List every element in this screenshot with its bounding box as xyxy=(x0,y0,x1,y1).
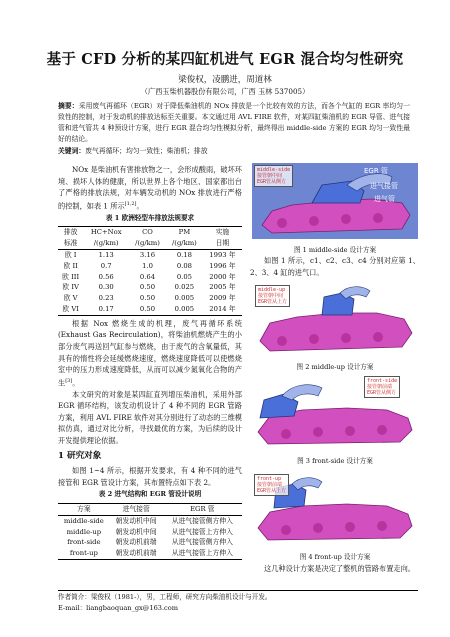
intro-end: 。 xyxy=(136,201,144,211)
table-cell: 欧 II xyxy=(63,261,78,270)
table-row xyxy=(58,527,242,538)
figure-3 xyxy=(252,374,418,450)
figure-3-annotation: front-side 接管朝前端 EGR管从侧方 xyxy=(364,376,400,398)
table-cell: 朝发动机前端 xyxy=(110,548,163,559)
figure-1-inlet-label: 进气接管 xyxy=(370,182,398,190)
table-header-cell: CO xyxy=(129,227,166,238)
table-header-cell: 实施 xyxy=(203,227,242,238)
table-cell: 从进气接管侧方伸入 xyxy=(171,538,233,547)
emission-table xyxy=(58,226,242,315)
figure-1-annotation: middle-side 接管朝中间 EGR管从侧方 xyxy=(254,165,293,187)
table-cell: middle-side xyxy=(63,516,104,525)
table-cell: 朝发动机前端 xyxy=(115,538,157,547)
figure-4-caption: 图 4 front-up 设计方案 xyxy=(299,553,371,561)
table-cell: 0.7 xyxy=(100,261,112,270)
table-header-cell: 方案 xyxy=(58,504,110,516)
keywords xyxy=(58,146,410,156)
table-header-cell: HC+Nox xyxy=(83,227,129,238)
keywords-text: 废气再循环；均匀一致性；柴油机；排放 xyxy=(85,147,208,155)
table-cell: 欧 V xyxy=(63,294,78,303)
table-row xyxy=(58,282,242,293)
section-1-heading: 1 研究对象 xyxy=(58,450,102,461)
table-cell: 欧 III xyxy=(62,272,80,281)
keywords-label: 关键词： xyxy=(58,147,86,155)
table-cell: 0.08 xyxy=(176,261,192,270)
figure-1-caption: 图 1 middle-side 设计方案 xyxy=(293,246,377,254)
table-row xyxy=(58,261,242,272)
footnote xyxy=(58,590,418,613)
figure-4-annotation: front-up 接管朝前端 EGR管从上方 xyxy=(254,474,289,496)
table-cell: 从进气接管上方伸入 xyxy=(163,548,242,559)
table-cell: 2014 年 xyxy=(203,304,242,315)
abstract-label: 摘要： xyxy=(58,102,79,110)
table-cell: 0.50 xyxy=(139,283,156,292)
table-cell: 2000 年 xyxy=(209,272,236,281)
egr-ref: [3] xyxy=(65,377,73,384)
table-cell: 0.005 xyxy=(174,294,195,303)
table-cell: 0.005 xyxy=(166,304,203,315)
table-cell: 欧 I xyxy=(64,250,77,259)
table-cell: middle-up xyxy=(66,527,102,536)
table-cell: 0.17 xyxy=(83,304,129,315)
figure-1-description xyxy=(250,255,420,278)
paper-title: 基于 CFD 分析的某四缸机进气 EGR 混合均匀性研究 xyxy=(46,51,404,68)
table-cell: 0.64 xyxy=(139,272,156,281)
figure-4 xyxy=(252,472,418,546)
figure-1 xyxy=(252,163,418,239)
table-cell: 0.23 xyxy=(98,294,114,303)
table-row xyxy=(58,537,242,548)
left-column xyxy=(58,164,242,560)
table-cell: front-side xyxy=(67,538,101,547)
figure-2 xyxy=(252,283,418,357)
egr-text: 根据 Nox 燃烧生成的机理，废气再循环系统(Exhaust Gas Recirculation)，将柴油机燃烧产生的小部分废气再送回气缸参与燃烧，由于废气的含氧量低，其具有的惰性将会延缓燃烧速度，燃烧速度降低可以使燃烧室中的压力形成速度降低，从而可以减少氮氧化合物的产生 xyxy=(58,318,242,388)
table-header-cell: /(g/km) xyxy=(129,238,166,249)
table-cell: 2005 年 xyxy=(209,283,236,292)
table-row xyxy=(58,249,242,260)
egr-paragraph xyxy=(58,318,242,389)
table-row xyxy=(58,304,242,315)
table-cell: 0.05 xyxy=(176,272,192,281)
scheme-table xyxy=(58,503,242,560)
egr-end: 。 xyxy=(72,378,80,388)
table-header-cell: PM xyxy=(166,227,203,238)
table-cell: 3.16 xyxy=(139,250,156,259)
table-cell: 0.30 xyxy=(98,283,114,292)
table-cell: 0.18 xyxy=(176,250,192,259)
table-cell: 欧 IV xyxy=(62,283,79,292)
table-header-cell: 排放 xyxy=(58,227,83,238)
table-row xyxy=(58,548,242,559)
figure-2-caption: 图 2 middle-up 设计方案 xyxy=(296,363,374,371)
table-header-cell: /(g/km) xyxy=(83,238,129,249)
abstract xyxy=(58,101,410,145)
table-header-cell: 标准 xyxy=(58,238,83,249)
scheme-paragraph: 如图 1~4 所示，根据开发要求，有 4 种不同的进气接管和 EGR 管设计方案，其布置特点如下表 2。 xyxy=(58,466,242,487)
figure-1-manifold-label: 进气管 xyxy=(374,195,395,203)
table-cell: 1996 年 xyxy=(209,261,236,270)
figure-4-description xyxy=(250,563,420,575)
author-bio: 作者简介：梁俊权（1981-），男，工程师，研究方向柴油机设计与开发。 xyxy=(58,593,272,601)
table-cell: 欧 VI xyxy=(58,304,83,315)
table-cell: 0.50 xyxy=(139,294,156,303)
paper-affiliation: （广西玉柴机器股份有限公司，广西 玉林 537005） xyxy=(140,87,310,96)
figure-2-annotation: middle-up 接管朝中间 EGR管从上方 xyxy=(255,285,290,307)
table-cell: 0.50 xyxy=(129,304,166,315)
table-cell: 1.13 xyxy=(98,250,114,259)
table-row xyxy=(58,515,242,526)
table-cell: 1993 年 xyxy=(209,250,236,259)
table-cell: 0.025 xyxy=(174,283,195,292)
figure-1-text: 如图 1 所示，c1、c2、c3、c4 分别对应第 1、2、3、4 缸的进气口。 xyxy=(250,256,420,277)
figure-1-egr-label: EGR 管 xyxy=(364,167,388,175)
abstract-text: 采用废气再循环（EGR）对于降低柴油机的 NOx 排放是一个比较有效的方法，而各个气缸的 EGR 率均匀一致性的控制，对于发动机的排放达标至关重要。本文通过用 AVL FIRE 软件，对某四缸柴油机的 EGR 导管、进气接管和进气管共 4 种预设计方案，进行 EGR 混合均匀性模拟分析，最终得出 middle-side 方案的 EGR 均匀一致性最好的结论。 xyxy=(58,102,411,143)
table-header-cell: /(g/km) xyxy=(166,238,203,249)
table1-caption: 表 1 欧洲轻型车排放法规要求 xyxy=(105,213,195,222)
table-cell: 2009 年 xyxy=(209,294,236,303)
table-cell: 从进气接管侧方伸入 xyxy=(171,516,233,525)
author-email: E-mail：liangbaoquan_gx@163.com xyxy=(58,603,178,612)
table-cell: 朝发动机中间 xyxy=(115,527,157,536)
table-header-cell: EGR 管 xyxy=(163,504,242,516)
table-header-cell: 进气接管 xyxy=(110,504,163,516)
table-row xyxy=(58,293,242,304)
table-cell: 1.0 xyxy=(142,261,153,270)
table-cell: front-up xyxy=(58,548,110,559)
intro-ref: [1,2] xyxy=(124,200,137,207)
table-cell: 朝发动机中间 xyxy=(115,516,157,525)
figure-4-text: 这几种设计方案是决定了整机的管路布置走向。 xyxy=(264,564,415,573)
figure-3-caption: 图 3 front-side 设计方案 xyxy=(297,457,373,465)
table-cell: 0.56 xyxy=(98,272,114,281)
table-row xyxy=(58,272,242,283)
table-header-cell: 日期 xyxy=(203,238,242,249)
paper-authors: 梁俊权，凌鹏进，周道林 xyxy=(178,75,272,85)
table-cell: 从进气接管上方伸入 xyxy=(171,527,233,536)
intro-text: NOx 是柴油机有害排放物之一，会形成酸雨，破坏环境、损坏人体的健康，所以世界上各个地区、国家都出台了严格的排放法规，对车辆发动机的 NOx 排放进行严格的控制，如表 1 所示 xyxy=(58,165,242,211)
table2-caption: 表 2 进气结构和 EGR 管设计说明 xyxy=(98,490,202,499)
intro-paragraph xyxy=(58,164,242,212)
object-paragraph: 本文研究的对象是某四缸直列增压柴油机，采用外部 EGR 循环结构，该发动机设计了 4 种不同的 EGR 管路方案，利用 AVL FIRE 软件对其分别进行了动态的三维模拟仿真，通过对比分析，寻找最优的方案，为后续的设计开发提供理论依据。 xyxy=(58,389,242,446)
